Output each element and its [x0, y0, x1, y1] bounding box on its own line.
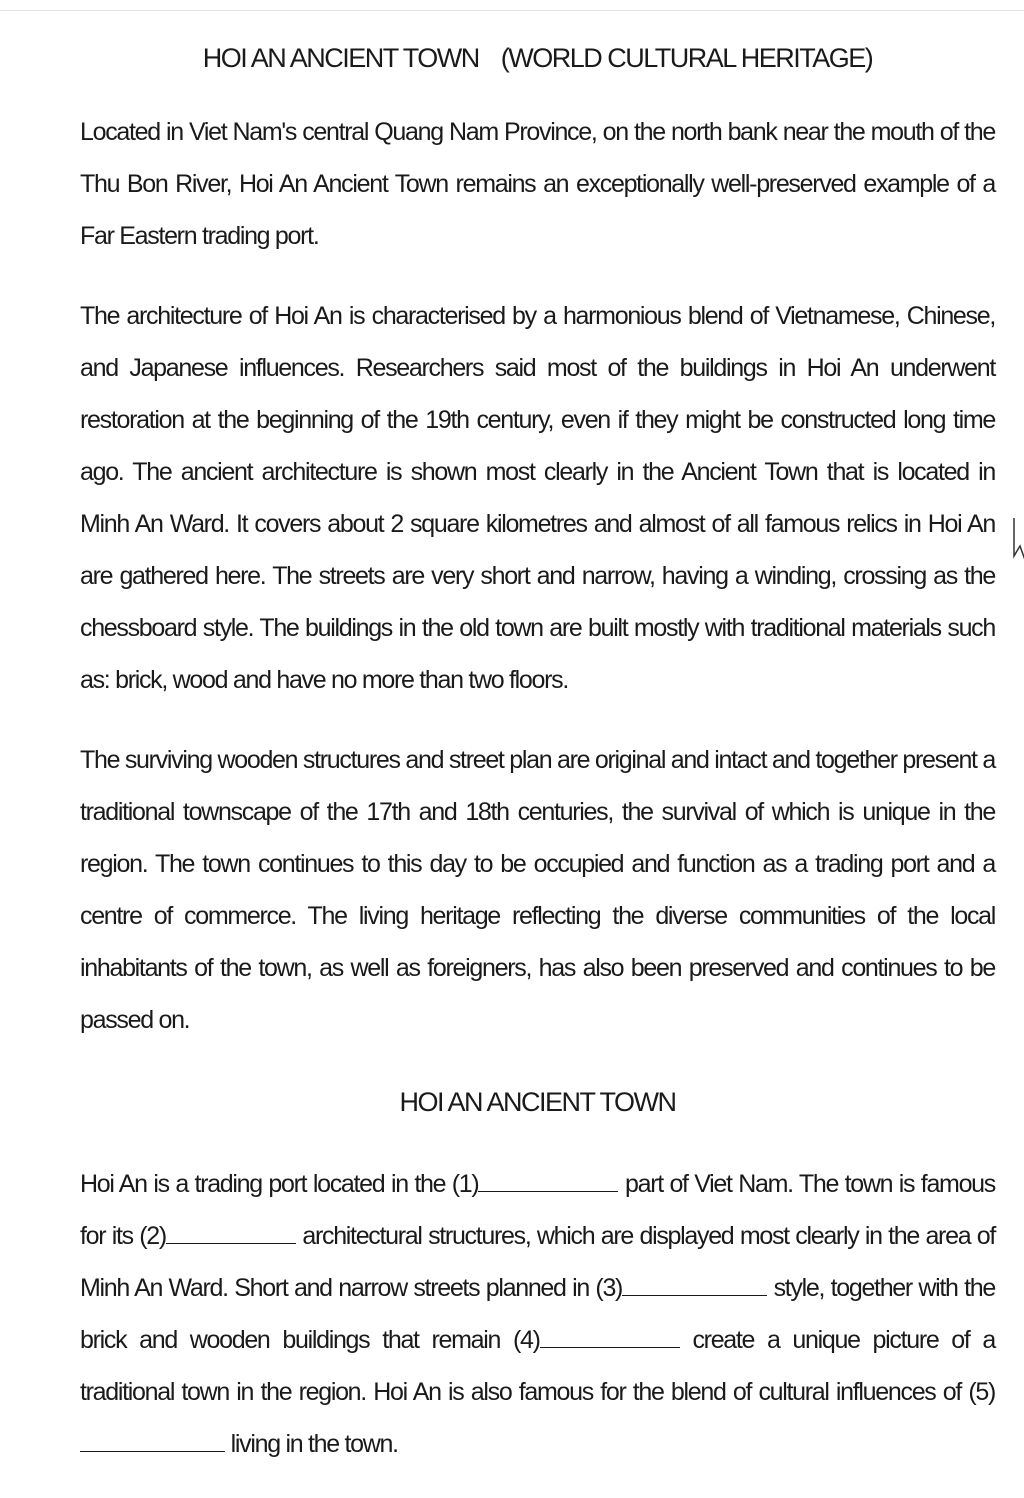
blank-1[interactable] [478, 1169, 618, 1192]
title-sub: (WORLD CULTURAL HERITAGE) [500, 43, 873, 73]
blank-5[interactable] [80, 1429, 225, 1452]
blank-4[interactable] [540, 1325, 680, 1348]
summary-text-1: Hoi An is a trading port located in the (1) [80, 1170, 479, 1198]
summary-text-6: living in the town. [225, 1430, 398, 1458]
title-main: HOI AN ANCIENT TOWN [202, 43, 479, 73]
summary-text-3: architectural structures, which are displayed most clearly in the area of Minh An Ward. Short and narrow streets planned in (3) [80, 1222, 995, 1302]
paragraph-heritage: The surviving wooden structures and street plan are original and intact and together present a traditional townscape of the 17th and 18th centuries, the survival of which is unique in the region. The town continues to this day to be occupied and function as a trading port and a centre of commerce. The living heritage reflecting the diverse communities of the local inhabitants of the town, as well as foreigners, has also been preserved and continues to be passed on. [80, 746, 995, 1034]
summary-text-5: create a unique picture of a traditional town in the region. Hoi An is also famous for the blend of cultural influences of (5) [80, 1326, 995, 1406]
summary-text-2: part of Viet Nam. The town is famous for its (2) [80, 1170, 995, 1250]
summary-title: HOI AN ANCIENT TOWN [399, 1087, 676, 1117]
paragraph-architecture: The architecture of Hoi An is characterised by a harmonious blend of Vietnamese, Chinese, and Japanese influences. Researchers said most of the buildings in Hoi An underwent restoration at the beginning of the 19th century, even if they might be constructed long time ago. The ancient architecture is shown most clearly in the Ancient Town that is located in Minh An Ward. It covers about 2 square kilometres and almost of all famous relics in Hoi An are gathered here. The streets are very short and narrow, having a winding, crossing as the chessboard style. The buildings in the old town are built mostly with traditional materials such as: brick, wood and have no more than two floors. [80, 302, 995, 694]
document-page [80, 38, 995, 1498]
summary-paragraph [80, 1158, 995, 1470]
blank-3[interactable] [622, 1273, 767, 1296]
summary-text-4: style, together with the brick and wooden buildings that remain (4) [80, 1274, 995, 1354]
blank-2[interactable] [166, 1221, 296, 1244]
paragraph-location: Located in Viet Nam's central Quang Nam Province, on the north bank near the mouth of the Thu Bon River, Hoi An Ancient Town remains an exceptionally well-preserved example of a Far Eastern trading port. [80, 118, 995, 250]
mouse-cursor-icon [1012, 516, 1024, 562]
document-title [80, 38, 995, 78]
top-divider [0, 10, 1024, 11]
